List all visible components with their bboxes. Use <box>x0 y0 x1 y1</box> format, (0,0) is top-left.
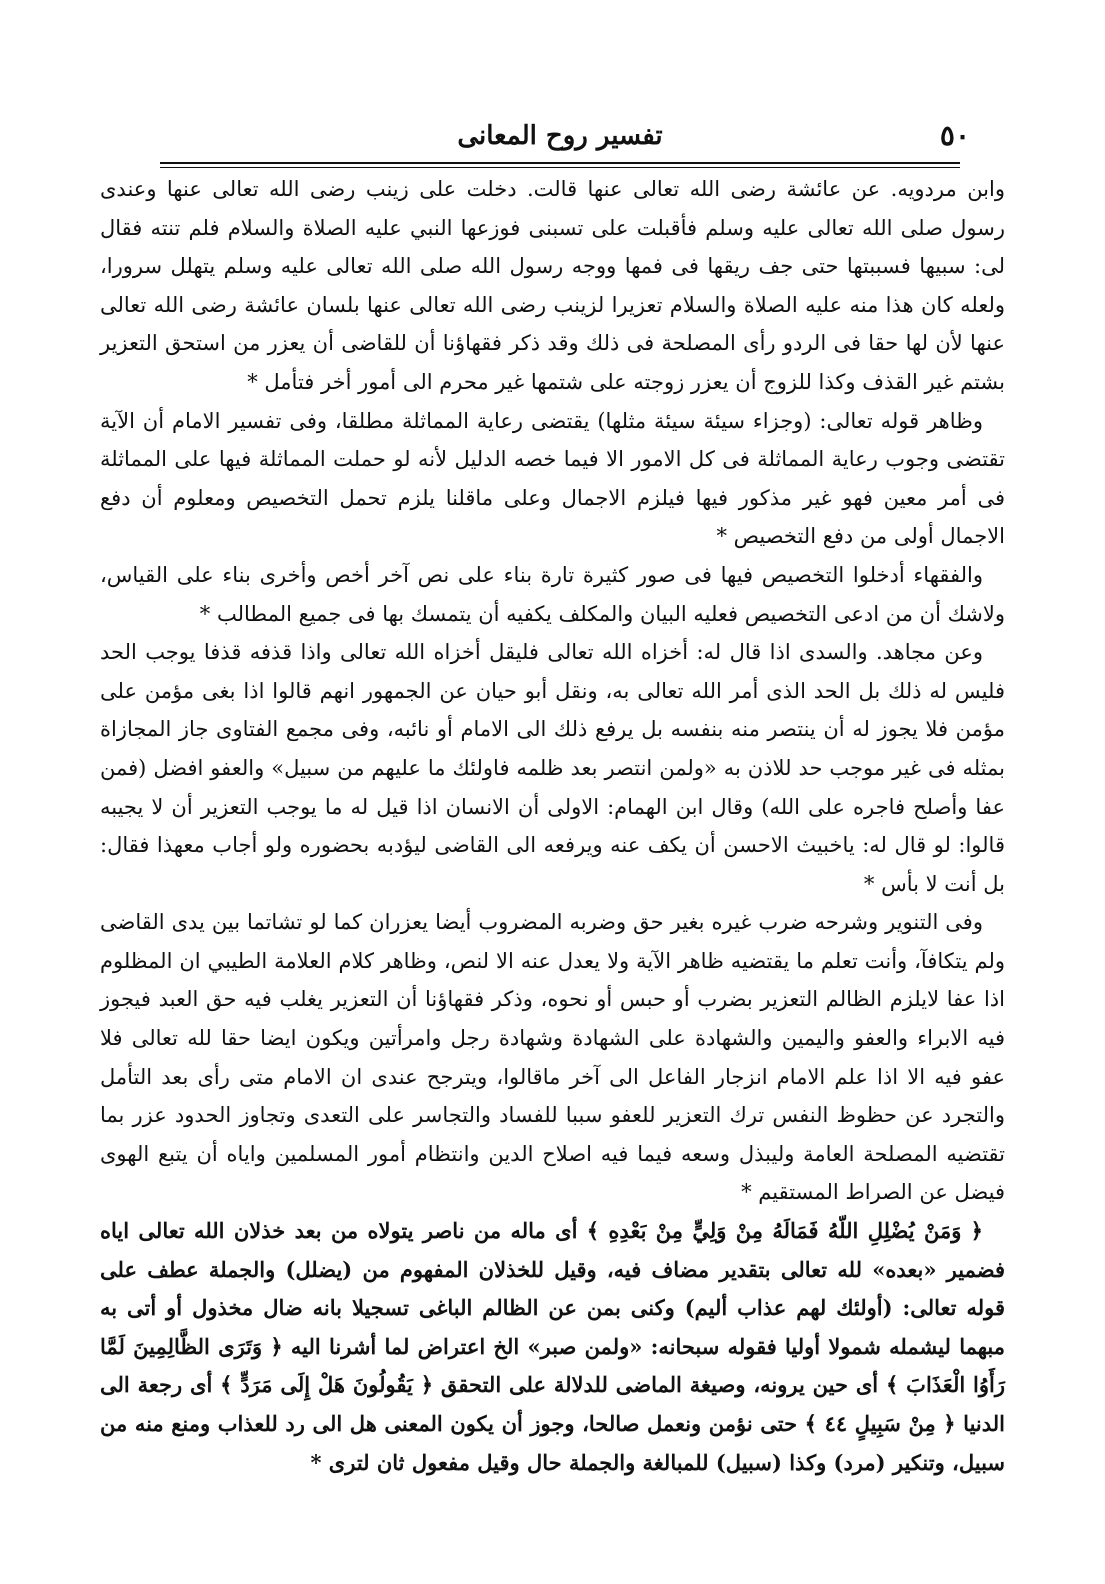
page-number: ٥٠ <box>939 119 970 152</box>
page-title: تفسير روح المعانى <box>457 121 663 151</box>
page-body <box>100 170 1005 1482</box>
paragraph: وعن مجاهد. والسدى اذا قال له: أخزاه الله تعالى فليقل أخزاه الله تعالى واذا قذفه قذفا يوجب الحد فليس له ذلك بل الحد الذى أمر الله تعالى به، ونقل أبو حيان عن الجمهور انهم قالوا اذا بغى مؤمن على مؤمن فلا يجوز له أن ينتصر منه بنفسه بل يرفع ذلك الى الامام أو نائبه، وفى مجمع الفتاوى جاز المجازاة بمثله فى غير موجب حد للاذن به «ولمن انتصر بعد ظلمه فاولئك ما عليهم من سبيل» والعفو افضل (فمن عفا وأصلح فاجره على الله) وقال ابن الهمام: الاولى أن الانسان اذا قيل له ما يوجب التعزير أن لا يجيبه قالوا: لو قال له: ياخبيث الاحسن أن يكف عنه ويرفعه الى القاضى ليؤدبه بحضوره ولو أجاب معهذا فقال: بل أنت لا بأس * <box>100 640 1005 896</box>
header-rule-thin <box>160 167 960 168</box>
paragraph: والفقهاء أدخلوا التخصيص فيها فى صور كثيرة تارة بناء على نص آخر أخص وأخرى بناء على القياس، ولاشك أن من ادعى التخصيص فعليه البيان والمكلف يكفيه أن يتمسك بها فى جميع المطالب * <box>100 562 1005 626</box>
page-header <box>150 115 970 163</box>
header-rule <box>160 162 960 164</box>
paragraph: وظاهر قوله تعالى: (وجزاء سيئة سيئة مثلها) يقتضى رعاية المماثلة مطلقا، وفى تفسير الامام أن الآية تقتضى وجوب رعاية المماثلة فى كل الامور الا فيما خصه الدليل لأنه لو حملت المماثلة فيها على المماثلة فى أمر معين فهو غير مذكور فيها فيلزم الاجمال وعلى ماقلنا يلزم تحمل التخصيص ومعلوم أن دفع الاجمال أولى من دفع التخصيص * <box>100 408 1006 549</box>
paragraph: وفى التنوير وشرحه ضرب غيره بغير حق وضربه المضروب أيضا يعزران كما لو تشاتما بين يدى القاضى ولم يتكافآ، وأنت تعلم ما يقتضيه ظاهر الآية ولا يعدل عنه الا لنص، وظاهر كلام العلامة الطيبي ان المظلوم اذا عفا لايلزم الظالم التعزير بضرب أو حبس أو نحوه، وذكر فقهاؤنا أن التعزير يغلب فيه حق العبد فيجوز فيه الابراء والعفو واليمين والشهادة على الشهادة وشهادة رجل وامرأتين ويكون ايضا حقا لله تعالى فلا عفو فيه الا اذا علم الامام انزجار الفاعل الى آخر ماقالوا، ويترجح عندى ان الامام متى رأى بعد التأمل والتجرد عن حظوظ النفس ترك التعزير للعفو سببا للفساد والتجاسر على التعدى وتجاوز الحدود عزر بما تقتضيه المصلحة العامة وليبذل وسعه فيما فيه اصلاح الدين وانتظام أمور المسلمين واياه أن يتبع الهوى فيضل عن الصراط المستقيم * <box>100 910 1005 1205</box>
paragraph-quran: ﴿ وَمَنْ يُضْلِلِ اللّهُ فَمَالَهُ مِنْ وَلِيٍّ مِنْ بَعْدِهِ ﴾ أى ماله من ناصر يتولاه من بعد خذلان الله تعالى اياه فضمير «بعده» لله تعالى بتقدير مضاف فيه، وقيل للخذلان المفهوم من (يضلل) والجملة عطف على قوله تعالى: (أولئك لهم عذاب أليم) وكنى بمن عن الظالم الباغى تسجيلا بانه ضال مخذول أو أتى به مبهما ليشمله شمولا أوليا فقوله سبحانه: «ولمن صبر» الخ اعتراض لما أشرنا اليه ﴿ وَتَرَى الظَّالِمِينَ لَمَّا رَأَوُا الْعَذَابَ ﴾ أى حين يرونه، وصيغة الماضى للدلالة على التحقق ﴿ يَقُولُونَ هَلْ إِلَى مَرَدٍّ ﴾ أى رجعة الى الدنيا ﴿ مِنْ سَبِيلٍ ٤٤ ﴾ حتى نؤمن ونعمل صالحا، وجوز أن يكون المعنى هل الى رد للعذاب ومنع منه من سبيل، وتنكير (مرد) وكذا (سبيل) للمبالغة والجملة حال وقيل مفعول ثان لترى * <box>100 1218 1006 1475</box>
paragraph: وابن مردويه. عن عائشة رضى الله تعالى عنها قالت. دخلت على زينب رضى الله تعالى عنها وعندى رسول صلى الله تعالى عليه وسلم فأقبلت على تسبنى فوزعها النبي عليه الصلاة والسلام فلم تنته فقال لى: سبيها فسببتها حتى جف ريقها فى فمها ووجه رسول الله صلى الله تعالى عليه وسلم يتهلل سرورا، ولعله كان هذا منه عليه الصلاة والسلام تعزيرا لزينب رضى الله تعالى عنها بلسان عائشة رضى الله تعالى عنها لأن لها حقا فى الردو رأى المصلحة فى ذلك وقد ذكر فقهاؤنا أن للقاضى أن يعزر من استحق التعزير بشتم غير القذف وكذا للزوج أن يعزر زوجته على شتمها غير محرم الى أمور أخر فتأمل * <box>100 177 1005 394</box>
